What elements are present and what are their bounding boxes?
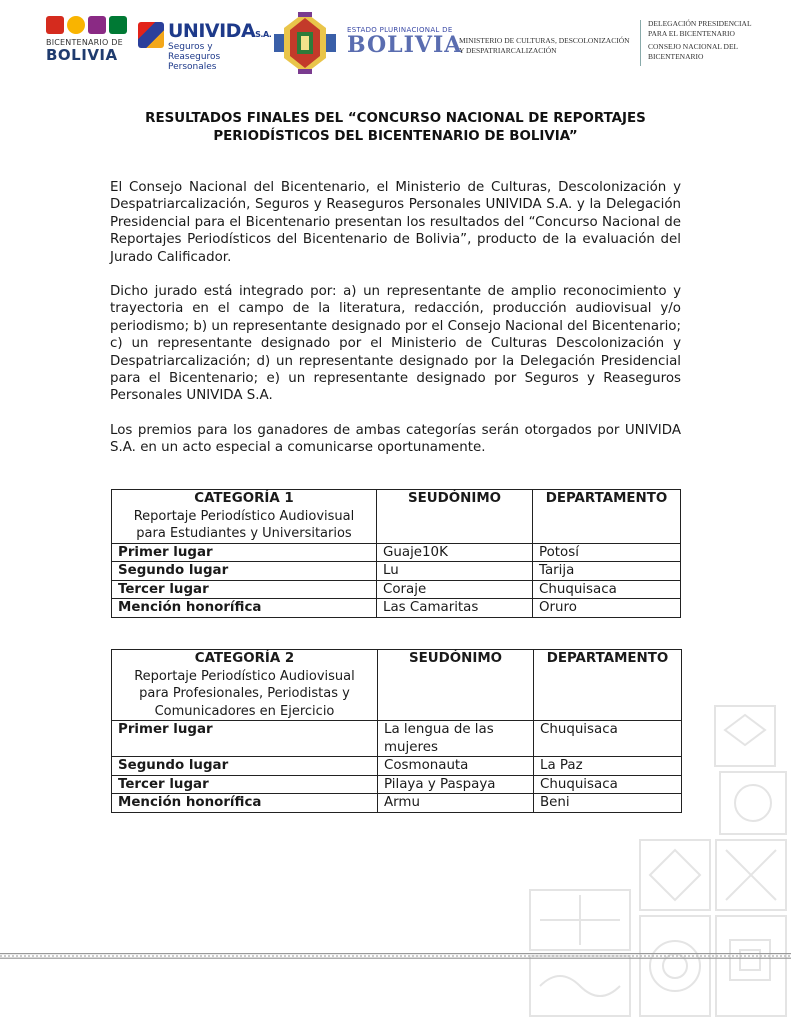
results-table-category-1	[111, 489, 681, 618]
seudonimo-cell: La lengua de las mujeres	[378, 721, 534, 757]
univida-sa: S.A.	[255, 30, 272, 39]
andean-pattern-icon	[268, 10, 342, 76]
paragraph-jurado: Dicho jurado está integrado por: a) un representante de amplio reconocimiento y trayectoria en el campo de la literatura, redacción, producción audiovisual y/o periodismo; b) un representante designado por el Consejo Nacional del Bicentenario; c) un representante designado por el Ministerio de Culturas Descolonización y Despatriarcalización; d) un representante designado por la Delegación Presidencial para el Bicentenario; e) un representante designado por Seguros y Reaseguros Personales UNIVIDA S.A.	[110, 284, 682, 404]
place-label: Primer lugar	[112, 543, 377, 562]
estado-bolivia-logo	[347, 26, 462, 58]
univida-logo-icon	[138, 22, 164, 48]
seudonimo-cell: Lu	[377, 562, 533, 581]
estado-text: ESTADO PLURINACIONAL DE	[347, 26, 453, 34]
univida-logo	[138, 20, 272, 72]
document-title: RESULTADOS FINALES DEL “CONCURSO NACIONAL DE REPORTAJES PERIODÍSTICOS DEL BICENTENARIO DE BOLIVIA”	[145, 111, 646, 144]
seudonimo-cell: Guaje10K	[377, 543, 533, 562]
results-table-category-2	[111, 649, 682, 813]
place-label: Mención honorífica	[112, 794, 378, 813]
univida-sub-line2: Personales	[168, 62, 217, 72]
place-label: Tercer lugar	[112, 580, 377, 599]
ministerio-line2: Y DESPATRIARCALIZACIÓN	[459, 46, 557, 55]
category-subtitle: Reportaje Periodístico Audiovisual para Estudiantes y Universitarios	[133, 508, 355, 541]
footer-pattern-line	[0, 953, 791, 959]
table-row	[112, 580, 681, 599]
consejo-line1: CONSEJO NACIONAL DEL	[648, 42, 739, 51]
category-header-cell	[112, 490, 377, 544]
category-title: CATEGORÍA 2	[194, 651, 295, 666]
table-header-row	[112, 490, 681, 544]
consejo-line2: BICENTENARIO	[648, 52, 704, 61]
paragraph-premios: Los premios para los ganadores de ambas categorías serán otorgados por UNIVIDA S.A. en un acto especial a comunicarse oportunamente.	[110, 423, 681, 456]
category-header-cell	[112, 650, 378, 721]
table-row	[112, 757, 682, 776]
departamento-header: DEPARTAMENTO	[534, 650, 682, 721]
delegacion-label	[648, 19, 752, 62]
seudonimo-cell: Pilaya y Paspaya	[378, 775, 534, 794]
departamento-header: DEPARTAMENTO	[533, 490, 681, 544]
seudonimo-header: SEUDÓNIMO	[377, 490, 533, 544]
seudonimo-cell: Cosmonauta	[378, 757, 534, 776]
departamento-cell: Chuquisaca	[534, 775, 682, 794]
bicentenario-logo	[46, 14, 130, 70]
bolivia-text: BOLIVIA	[347, 32, 463, 58]
departamento-cell: Oruro	[533, 599, 681, 618]
bicentenario-small-text: BICENTENARIO DE	[46, 38, 123, 47]
ministerio-label	[459, 36, 630, 56]
table-row	[112, 543, 681, 562]
category-title: CATEGORÍA 1	[194, 491, 294, 506]
table-row	[112, 562, 681, 581]
place-label: Mención honorífica	[112, 599, 377, 618]
seudonimo-header: SEUDÓNIMO	[378, 650, 534, 721]
bicentenario-logo-icon	[46, 14, 130, 36]
seudonimo-cell: Coraje	[377, 580, 533, 599]
table-header-row	[112, 650, 682, 721]
place-label: Primer lugar	[112, 721, 378, 757]
departamento-cell: La Paz	[534, 757, 682, 776]
paragraph-intro: El Consejo Nacional del Bicentenario, el Ministerio de Culturas, Descolonización y Despatriarcalización, Seguros y Reaseguros Personales UNIVIDA S.A. y la Delegación Presidencial para el Bicentenario presentan los resultados del “Concurso Nacional de Reportajes Periodísticos del Bicentenario de Bolivia”, producto de la evaluación del Jurado Calificador.	[110, 180, 681, 265]
table-row	[112, 775, 682, 794]
letterhead	[0, 0, 791, 90]
delegacion-line1: DELEGACIÓN PRESIDENCIAL	[648, 19, 752, 28]
place-label: Segundo lugar	[112, 757, 378, 776]
table-row	[112, 721, 682, 757]
table-row	[112, 794, 682, 813]
departamento-cell: Beni	[534, 794, 682, 813]
bicentenario-big-text: BOLIVIA	[46, 46, 118, 64]
univida-sub-line1: Seguros y Reaseguros	[168, 42, 221, 62]
table-row	[112, 599, 681, 618]
departamento-cell: Potosí	[533, 543, 681, 562]
category-subtitle: Reportaje Periodístico Audiovisual para Profesionales, Periodistas y Comunicadores en Ejercicio	[134, 668, 355, 719]
place-label: Tercer lugar	[112, 775, 378, 794]
departamento-cell: Chuquisaca	[534, 721, 682, 757]
ministerio-line1: MINISTERIO DE CULTURAS, DESCOLONIZACIÓN	[459, 36, 630, 45]
departamento-cell: Chuquisaca	[533, 580, 681, 599]
delegacion-line2: PARA EL BICENTENARIO	[648, 29, 735, 38]
univida-name: UNIVIDA	[168, 20, 256, 42]
seudonimo-cell: Las Camaritas	[377, 599, 533, 618]
header-divider	[640, 20, 641, 66]
departamento-cell: Tarija	[533, 562, 681, 581]
seudonimo-cell: Armu	[378, 794, 534, 813]
place-label: Segundo lugar	[112, 562, 377, 581]
